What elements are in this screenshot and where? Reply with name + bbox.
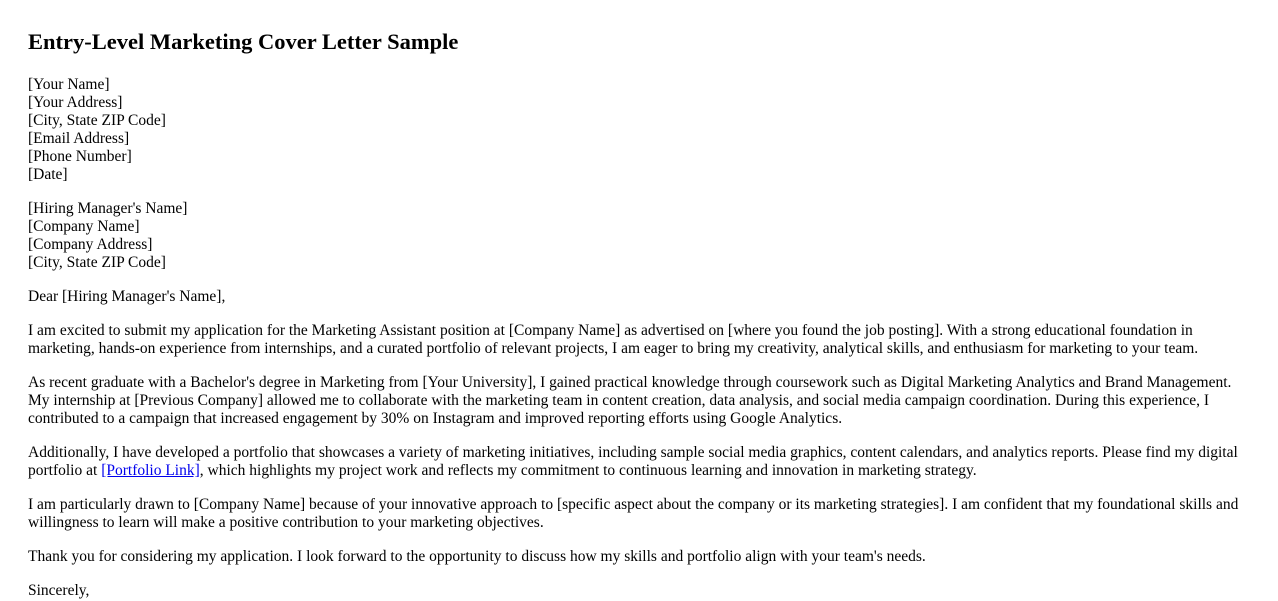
sender-email: [Email Address]: [28, 130, 130, 147]
sender-address-block: [28, 76, 1250, 184]
paragraph-thanks: Thank you for considering my application. I look forward to the opportunity to discuss how my skills and portfolio align with your team's needs.: [28, 548, 926, 565]
recipient-name: [Hiring Manager's Name]: [28, 200, 188, 217]
closing: Sincerely,: [28, 582, 90, 599]
portfolio-link[interactable]: [Portfolio Link]: [101, 462, 200, 479]
paragraph-portfolio-text-before: Additionally, I have developed a portfolio that showcases a variety of marketing initiatives, including sample social media graphics, content calendars, and analytics reports. Please find my digital portfolio at: [28, 444, 1238, 479]
page-title: Entry-Level Marketing Cover Letter Sample: [28, 29, 459, 54]
recipient-company-address: [Company Address]: [28, 236, 153, 253]
paragraph-company-interest: I am particularly drawn to [Company Name] because of your innovative approach to [specific aspect about the company or its marketing strategies]. I am confident that my foundational skills and willingness to learn will make a positive contribution to your marketing objectives.: [28, 496, 1239, 531]
paragraph-portfolio-text-after: , which highlights my project work and reflects my commitment to continuous learning and innovation in marketing strategy.: [199, 462, 977, 479]
salutation: Dear [Hiring Manager's Name],: [28, 288, 226, 305]
paragraph-education: As recent graduate with a Bachelor's degree in Marketing from [Your University], I gained practical knowledge through coursework such as Digital Marketing Analytics and Brand Management. My internship at [Previous Company] allowed me to collaborate with the marketing team in content creation, data analysis, and social media campaign coordination. During this experience, I contributed to a campaign that increased engagement by 30% on Instagram and improved reporting efforts using Google Analytics.: [28, 374, 1232, 427]
paragraph-intro: I am excited to submit my application for the Marketing Assistant position at [Company Name] as advertised on [where you found the job posting]. With a strong educational foundation in marketing, hands-on experience from internships, and a curated portfolio of relevant projects, I am eager to bring my creativity, analytical skills, and enthusiasm for marketing to your team.: [28, 322, 1199, 357]
recipient-company: [Company Name]: [28, 218, 140, 235]
sender-address: [Your Address]: [28, 94, 123, 111]
sender-name: [Your Name]: [28, 76, 110, 93]
letter-date: [Date]: [28, 166, 68, 183]
sender-phone: [Phone Number]: [28, 148, 132, 165]
sender-city-state-zip: [City, State ZIP Code]: [28, 112, 166, 129]
paragraph-portfolio: [28, 444, 1250, 480]
recipient-city-state-zip: [City, State ZIP Code]: [28, 254, 166, 271]
recipient-address-block: [28, 200, 1250, 272]
